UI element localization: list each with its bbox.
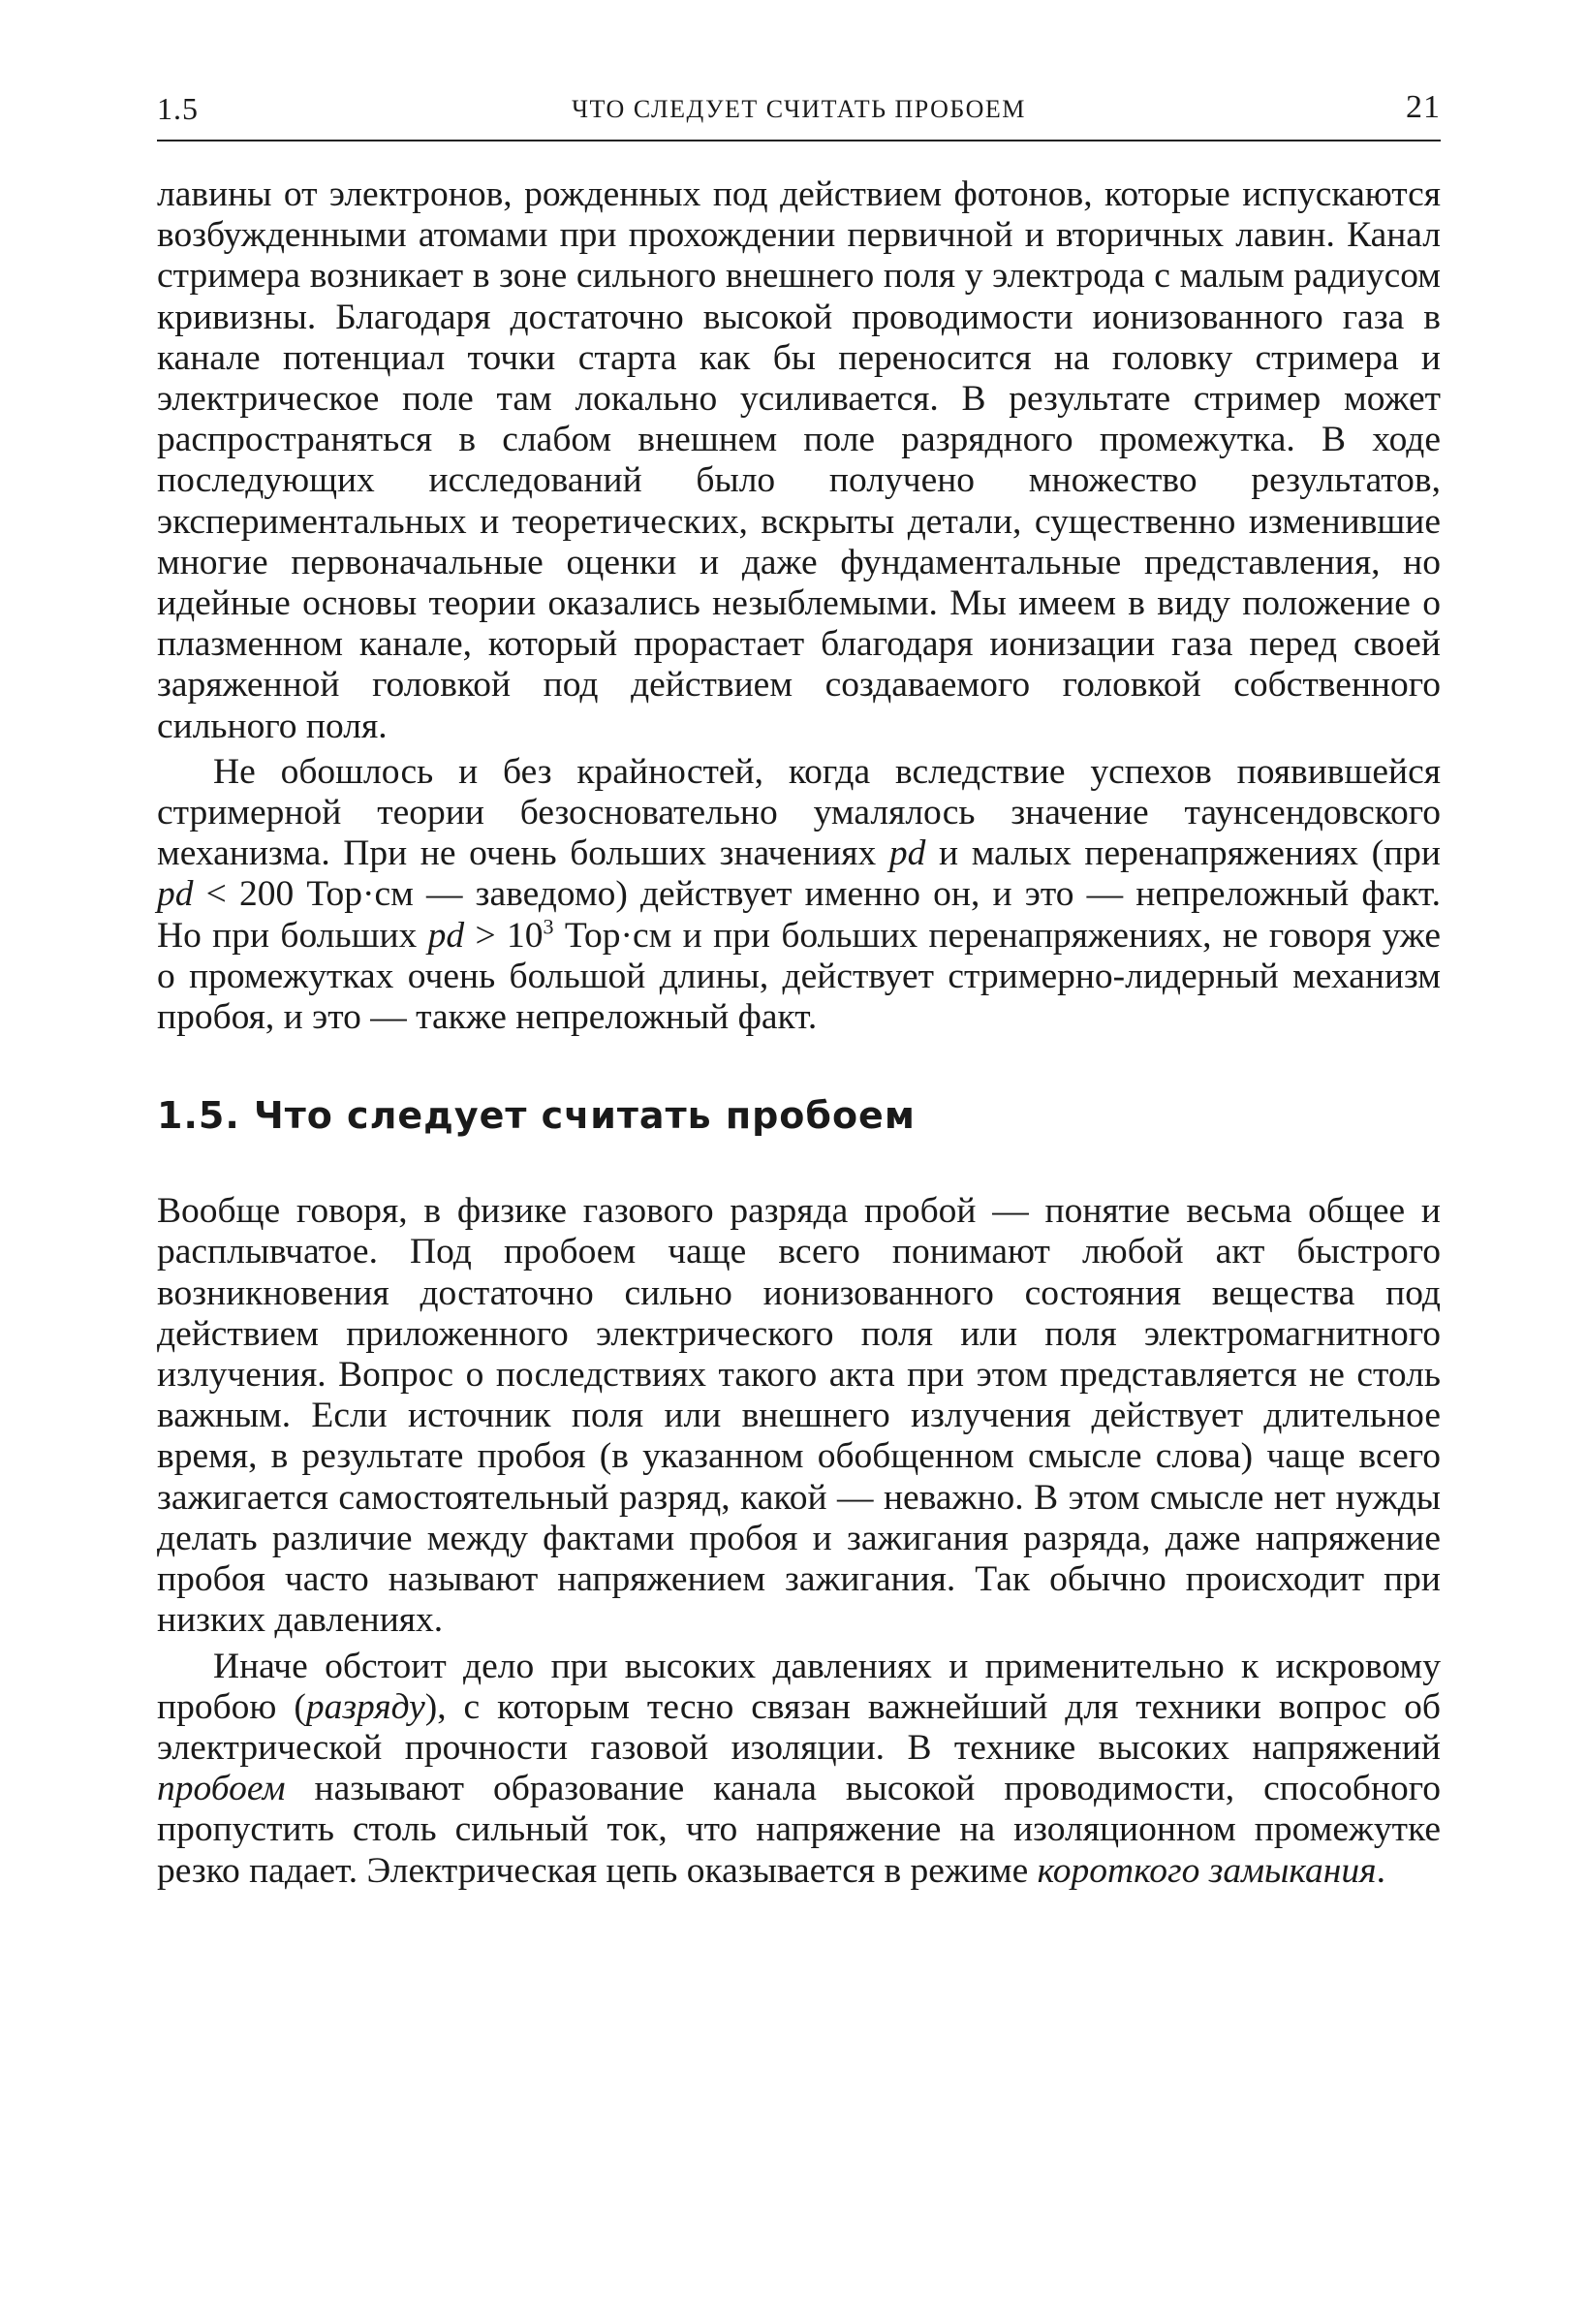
italic-term: разряду (305, 1686, 425, 1727)
italic-term: короткого замыкания (1037, 1850, 1377, 1891)
running-title: ЧТО СЛЕДУЕТ СЧИТАТЬ ПРОБОЕМ (572, 95, 1026, 123)
running-header (157, 83, 1441, 132)
header-rule (157, 140, 1441, 141)
italic-term: пробоем (157, 1769, 286, 1809)
section-heading: 1.5. Что следует считать пробоем (157, 1094, 916, 1138)
page-number: 21 (1406, 89, 1441, 125)
paragraph-breakdown-general: Вообще говоря, в физике газового разряда пробой — понятие весьма общее и расплывчатое. Под пробоем чаще всего понимают любой акт быстрого возникновения достаточно сильно ионизованного состояния вещества под действием приложенного электрического поля или поля электромагнитного излучения. Вопрос о последствиях такого акта при этом представляется не столь важным. Если источник поля или внешнего излучения действует длительное время, в результате пробоя (в указанном обобщенном смысле слова) чаще всего зажигается самостоятельный разряд, какой — неважно. В этом смысле нет нужды делать различие между фактами пробоя и зажигания разряда, даже напряжение пробоя часто называют напряжением зажигания. Так обычно происходит при низких давлениях. (157, 1191, 1441, 1641)
pd-variable: pd (427, 915, 465, 956)
section-number: 1.5 (157, 91, 199, 126)
exponent: 3 (543, 914, 554, 939)
paragraph-townsend: Не обошлось и без крайностей, когда вследствие успехов появившейся стримерной теории безосновательно умалялось значение таунсендовского механизма. При не очень больших значениях pd и малых перенапряжениях (при pd < 200 Тор·см — заведомо) действует именно он, и это — непреложный факт. Но при больших pd > $10^3$ Тор·см и при больших перенапряжениях, не говоря уже о промежутках очень большой длины, действует стримерно-лидерный механизм пробоя, и это — также непреложный факт. (157, 751, 1441, 1038)
book-page (157, 83, 1441, 1891)
pd-variable: pd (888, 833, 926, 874)
body-text (157, 174, 1441, 1892)
pd-variable: pd (157, 874, 194, 915)
paragraph-spark-breakdown: Иначе обстоит дело при высоких давлениях и применительно к искровому пробою (разряду), с которым тесно связан важнейший для техники вопрос об электрической прочности газовой изоляции. В технике высоких напряжений пробоем называют образование канала высокой проводимости, способного пропустить столь сильный ток, что напряжение на изоляционном промежутке резко падает. Электрическая цепь оказывается в режиме короткого замыкания. (157, 1646, 1441, 1891)
paragraph-continuation: лавины от электронов, рожденных под действием фотонов, которые испускаются возбужденными атомами при прохождении первичной и вторичных лавин. Канал стримера возникает в зоне сильного внешнего поля у электрода с малым радиусом кривизны. Благодаря достаточно высокой проводимости ионизованного газа в канале потенциал точки старта как бы переносится на головку стримера и электрическое поле там локально усиливается. В результате стример может распространяться в слабом внешнем поле разрядного промежутка. В ходе последующих исследований было получено множество результатов, экспериментальных и теоретических, вскрыты детали, существенно изменившие многие первоначальные оценки и даже фундаментальные представления, но идейные основы теории оказались незыблемыми. Мы имеем в виду положение о плазменном канале, который прорастает благодаря ионизации газа перед своей заряженной головкой под действием создаваемого головкой собственного сильного поля. (157, 174, 1441, 746)
